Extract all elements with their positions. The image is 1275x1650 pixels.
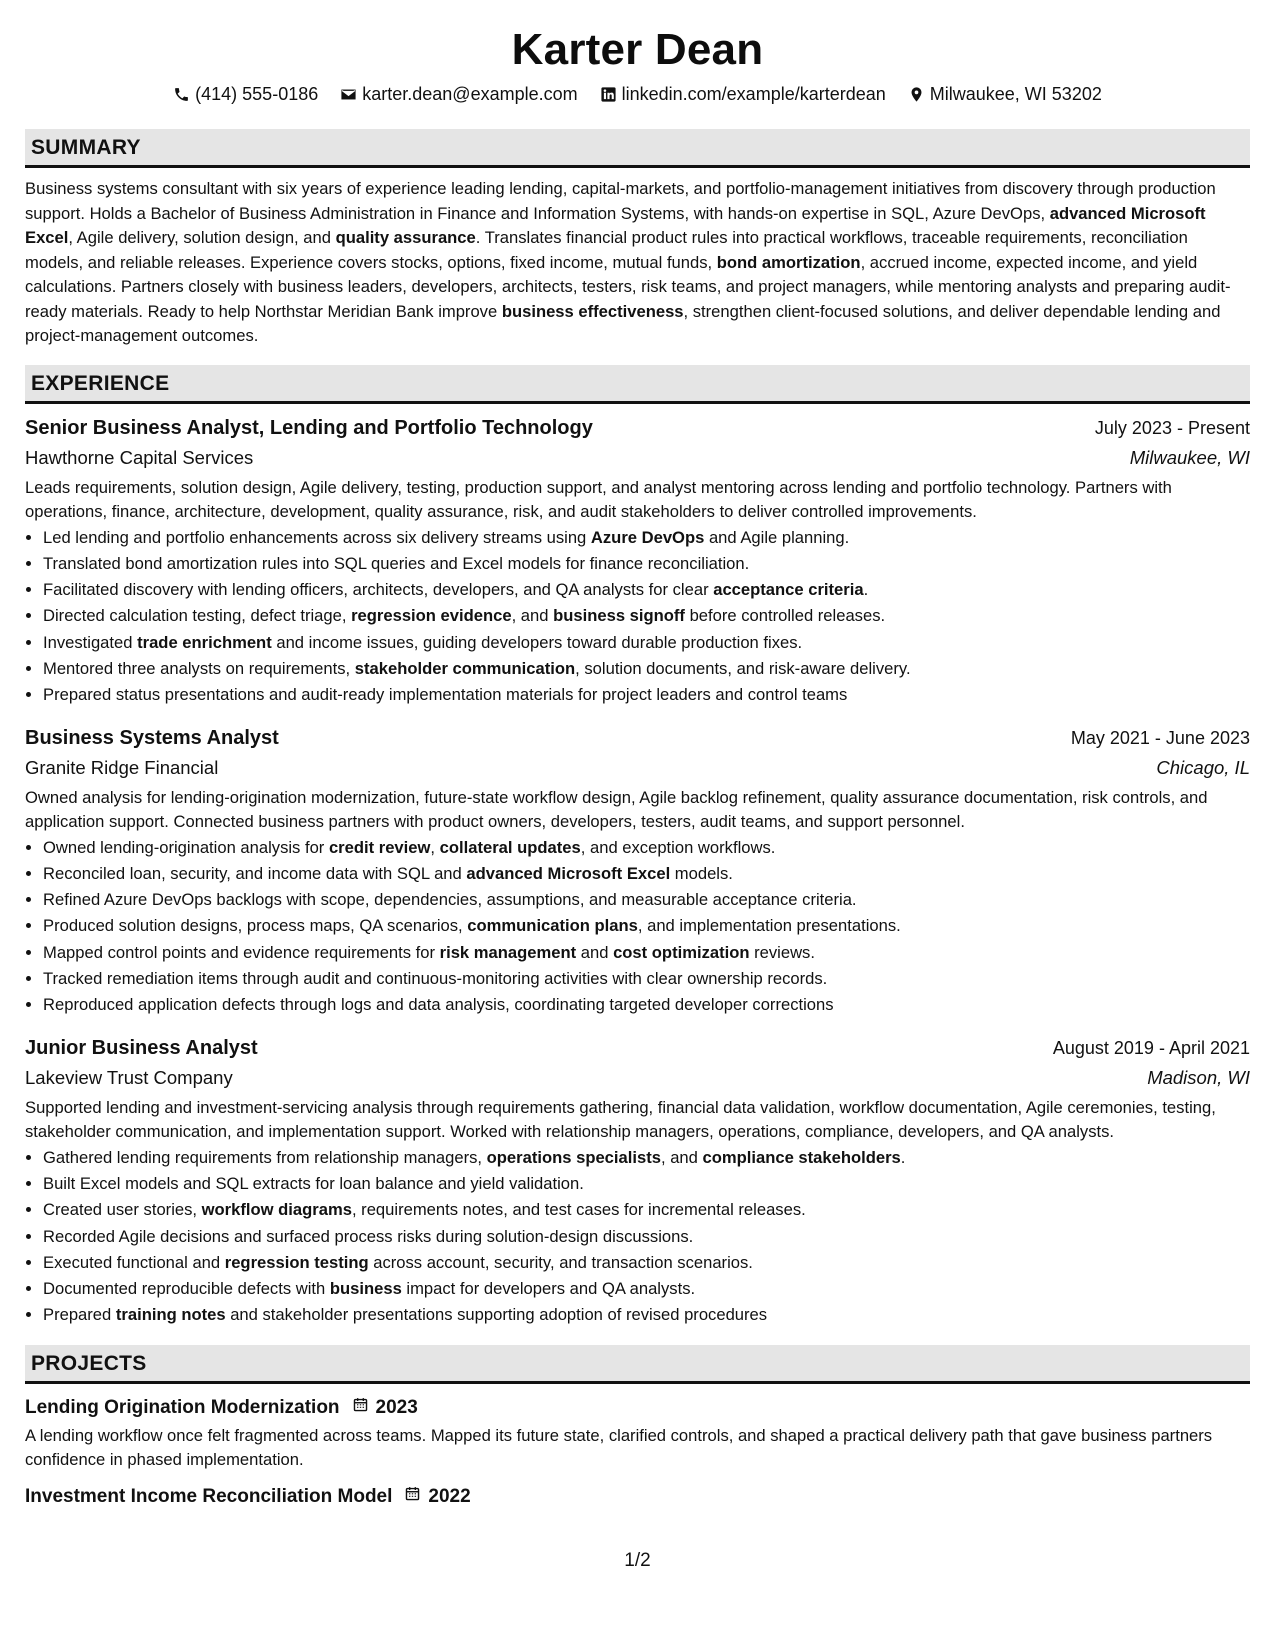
job-dates: May 2021 - June 2023 [1070, 727, 1250, 748]
emphasis-text: business effectiveness [501, 301, 684, 321]
emphasis-text: bond amortization [716, 252, 861, 272]
emphasis-text: workflow diagrams [201, 1200, 352, 1220]
emphasis-text: collateral updates [439, 837, 581, 857]
job-bullets [25, 1145, 1250, 1329]
emphasis-text: credit review [328, 837, 431, 857]
contact-email [340, 84, 577, 105]
experience-section [25, 365, 1250, 1329]
emphasis-text: regression testing [224, 1252, 369, 1272]
bullet-item: • Built Excel models and SQL extracts for loan balance and yield validation. [43, 1171, 1250, 1197]
job-dates: July 2023 - Present [1094, 417, 1250, 438]
project-entry [25, 1483, 1250, 1511]
bullet-item: • Documented reproducible defects with business impact for developers and QA analysts. [43, 1276, 1250, 1302]
bullet-item: • Reconciled loan, security, and income data with SQL and advanced Microsoft Excel models. [43, 861, 1250, 887]
emphasis-text: advanced Microsoft Excel [25, 203, 1206, 247]
resume-page [25, 22, 1250, 1511]
job-bullets [25, 835, 1250, 1019]
job-entry [25, 1033, 1250, 1329]
bullet-item: • Translated bond amortization rules into SQL queries and Excel models for finance reconciliation. [43, 551, 1250, 577]
summary-section [25, 129, 1250, 349]
projects-section [25, 1345, 1250, 1511]
project-entry [25, 1394, 1250, 1473]
contact-linkedin [600, 84, 886, 105]
summary-text: Business systems consultant with six years of experience leading lending, capital-markets, and portfolio-management initiatives from discovery through production support. Holds a Bachelor of Business Administration in Finance and Information Systems, with hands-on expertise in SQL, Azure DevOps, advanced Microsoft Excel, Agile delivery, solution design, and quality assurance. Translates financial product rules into practical workflows, traceable requirements, reconciliation models, and reliable releases. Experience covers stocks, options, fixed income, mutual funds, bond amortization, accrued income, expected income, and yield calculations. Partners closely with business leaders, developers, architects, testers, risk teams, and project managers, while mentoring analysts and preparing audit-ready materials. Ready to help Northstar Meridian Bank improve business effectiveness, strengthen client-focused solutions, and deliver dependable lending and project-management outcomes. [25, 179, 1231, 345]
job-entry [25, 413, 1250, 709]
job-location: Milwaukee, WI [1129, 446, 1250, 468]
job-location: Madison, WI [1147, 1066, 1250, 1088]
contact-phone [173, 84, 318, 105]
project-year-text: 2022 [428, 1485, 471, 1507]
emphasis-text: acceptance criteria [713, 580, 864, 600]
project-title: Investment Income Reconciliation Model [25, 1485, 393, 1507]
contact-location [908, 84, 1102, 105]
emphasis-text: cost optimization [613, 942, 750, 962]
job-company: Hawthorne Capital Services [25, 446, 254, 468]
phone-text[interactable]: (414) 555-0186 [195, 84, 319, 104]
calendar-icon [404, 1483, 421, 1511]
job-company: Granite Ridge Financial [25, 756, 219, 778]
bullet-item: • Tracked remediation items through audit and continuous-monitoring activities with clear ownership records. [43, 966, 1250, 992]
job-description: Leads requirements, solution design, Agile delivery, testing, production support, and analyst mentoring across lending and portfolio technology. Partners with operations, finance, architecture, development, quality assurance, risk, and audit stakeholders to deliver controlled improvements. [25, 477, 1172, 521]
bullet-item: • Recorded Agile decisions and surfaced process risks during solution-design discussions. [43, 1224, 1250, 1250]
linkedin-text[interactable]: linkedin.com/example/karterdean [621, 84, 886, 104]
summary-heading: SUMMARY [25, 129, 1250, 168]
project-year-text: 2023 [375, 1396, 418, 1418]
bullet-item: • Refined Azure DevOps backlogs with scope, dependencies, assumptions, and measurable acceptance criteria. [43, 887, 1250, 913]
project-year [352, 1394, 418, 1422]
calendar-icon [352, 1394, 369, 1422]
project-year [404, 1483, 470, 1511]
emphasis-text: operations specialists [486, 1147, 661, 1167]
job-title: Senior Business Analyst, Lending and Portfolio Technology [25, 416, 593, 439]
location-pin-icon [908, 86, 925, 103]
location-text: Milwaukee, WI 53202 [929, 84, 1102, 104]
bullet-item: • Led lending and portfolio enhancements across six delivery streams using Azure DevOps and Agile planning. [43, 525, 1250, 551]
candidate-name: Karter Dean [511, 25, 764, 74]
emphasis-text: communication plans [467, 916, 638, 936]
emphasis-text: stakeholder communication [354, 658, 576, 678]
phone-icon [173, 86, 190, 103]
linkedin-icon [600, 86, 617, 103]
project-title: Lending Origination Modernization [25, 1396, 340, 1418]
job-description: Owned analysis for lending-origination modernization, future-state workflow design, Agile backlog refinement, quality assurance documentation, risk controls, and application support. Connected business partners with product owners, developers, testers, audit teams, and support personnel. [25, 787, 1208, 832]
bullet-item: • Gathered lending requirements from relationship managers, operations specialists, and compliance stakeholders. [43, 1145, 1250, 1171]
job-title: Business Systems Analyst [25, 726, 279, 749]
bullet-item: • Facilitated discovery with lending officers, architects, developers, and QA analysts for clear acceptance criteria. [43, 577, 1250, 603]
page-number: 1/2 [624, 1550, 651, 1571]
emphasis-text: advanced Microsoft Excel [466, 863, 671, 883]
bullet-item: • Investigated trade enrichment and income issues, guiding developers toward durable production fixes. [43, 630, 1250, 656]
bullet-item: • Executed functional and regression testing across account, security, and transaction scenarios. [43, 1250, 1250, 1276]
envelope-icon [340, 86, 357, 103]
bullet-item: • Prepared training notes and stakeholder presentations supporting adoption of revised procedures [43, 1302, 1250, 1328]
job-dates: August 2019 - April 2021 [1052, 1037, 1250, 1058]
bullet-item: • Produced solution designs, process maps, QA scenarios, communication plans, and implementation presentations. [43, 913, 1250, 939]
email-text[interactable]: karter.dean@example.com [362, 84, 578, 104]
project-description: A lending workflow once felt fragmented across teams. Mapped its future state, clarified controls, and shaped a practical delivery path that gave business partners confidence in phased implementation. [25, 1425, 1213, 1470]
bullet-item: • Directed calculation testing, defect triage, regression evidence, and business signoff before controlled releases. [43, 603, 1250, 629]
bullet-item: • Prepared status presentations and audit-ready implementation materials for project leaders and control teams [43, 682, 1250, 708]
emphasis-text: business [329, 1279, 402, 1299]
emphasis-text: trade enrichment [137, 632, 272, 652]
emphasis-text: Azure DevOps [590, 527, 705, 547]
job-description: Supported lending and investment-servicing analysis through requirements gathering, financial data validation, workflow documentation, Agile ceremonies, testing, stakeholder communication, and implementation support. Worked with relationship managers, operations, compliance, developers, and QA analysts. [25, 1097, 1216, 1142]
bullet-item: • Owned lending-origination analysis for credit review, collateral updates, and exception workflows. [43, 835, 1250, 861]
experience-heading: EXPERIENCE [25, 365, 1250, 404]
job-entry [25, 723, 1250, 1019]
bullet-item: • Created user stories, workflow diagrams, requirements notes, and test cases for incremental releases. [43, 1197, 1250, 1223]
job-company: Lakeview Trust Company [25, 1066, 233, 1088]
emphasis-text: training notes [115, 1305, 226, 1325]
contact-bar [25, 84, 1250, 105]
emphasis-text: business signoff [553, 606, 685, 626]
job-title: Junior Business Analyst [25, 1036, 258, 1059]
projects-heading: PROJECTS [25, 1345, 1250, 1384]
bullet-item: • Mapped control points and evidence requirements for risk management and cost optimization reviews. [43, 940, 1250, 966]
emphasis-text: risk management [439, 942, 577, 962]
job-location: Chicago, IL [1156, 756, 1250, 778]
bullet-item: • Reproduced application defects through logs and data analysis, coordinating targeted developer corrections [43, 992, 1250, 1018]
emphasis-text: quality assurance [335, 228, 476, 247]
emphasis-text: regression evidence [351, 606, 512, 626]
emphasis-text: compliance stakeholders [702, 1147, 901, 1167]
bullet-item: • Mentored three analysts on requirements, stakeholder communication, solution documents, and risk-aware delivery. [43, 656, 1250, 682]
job-bullets [25, 525, 1250, 709]
